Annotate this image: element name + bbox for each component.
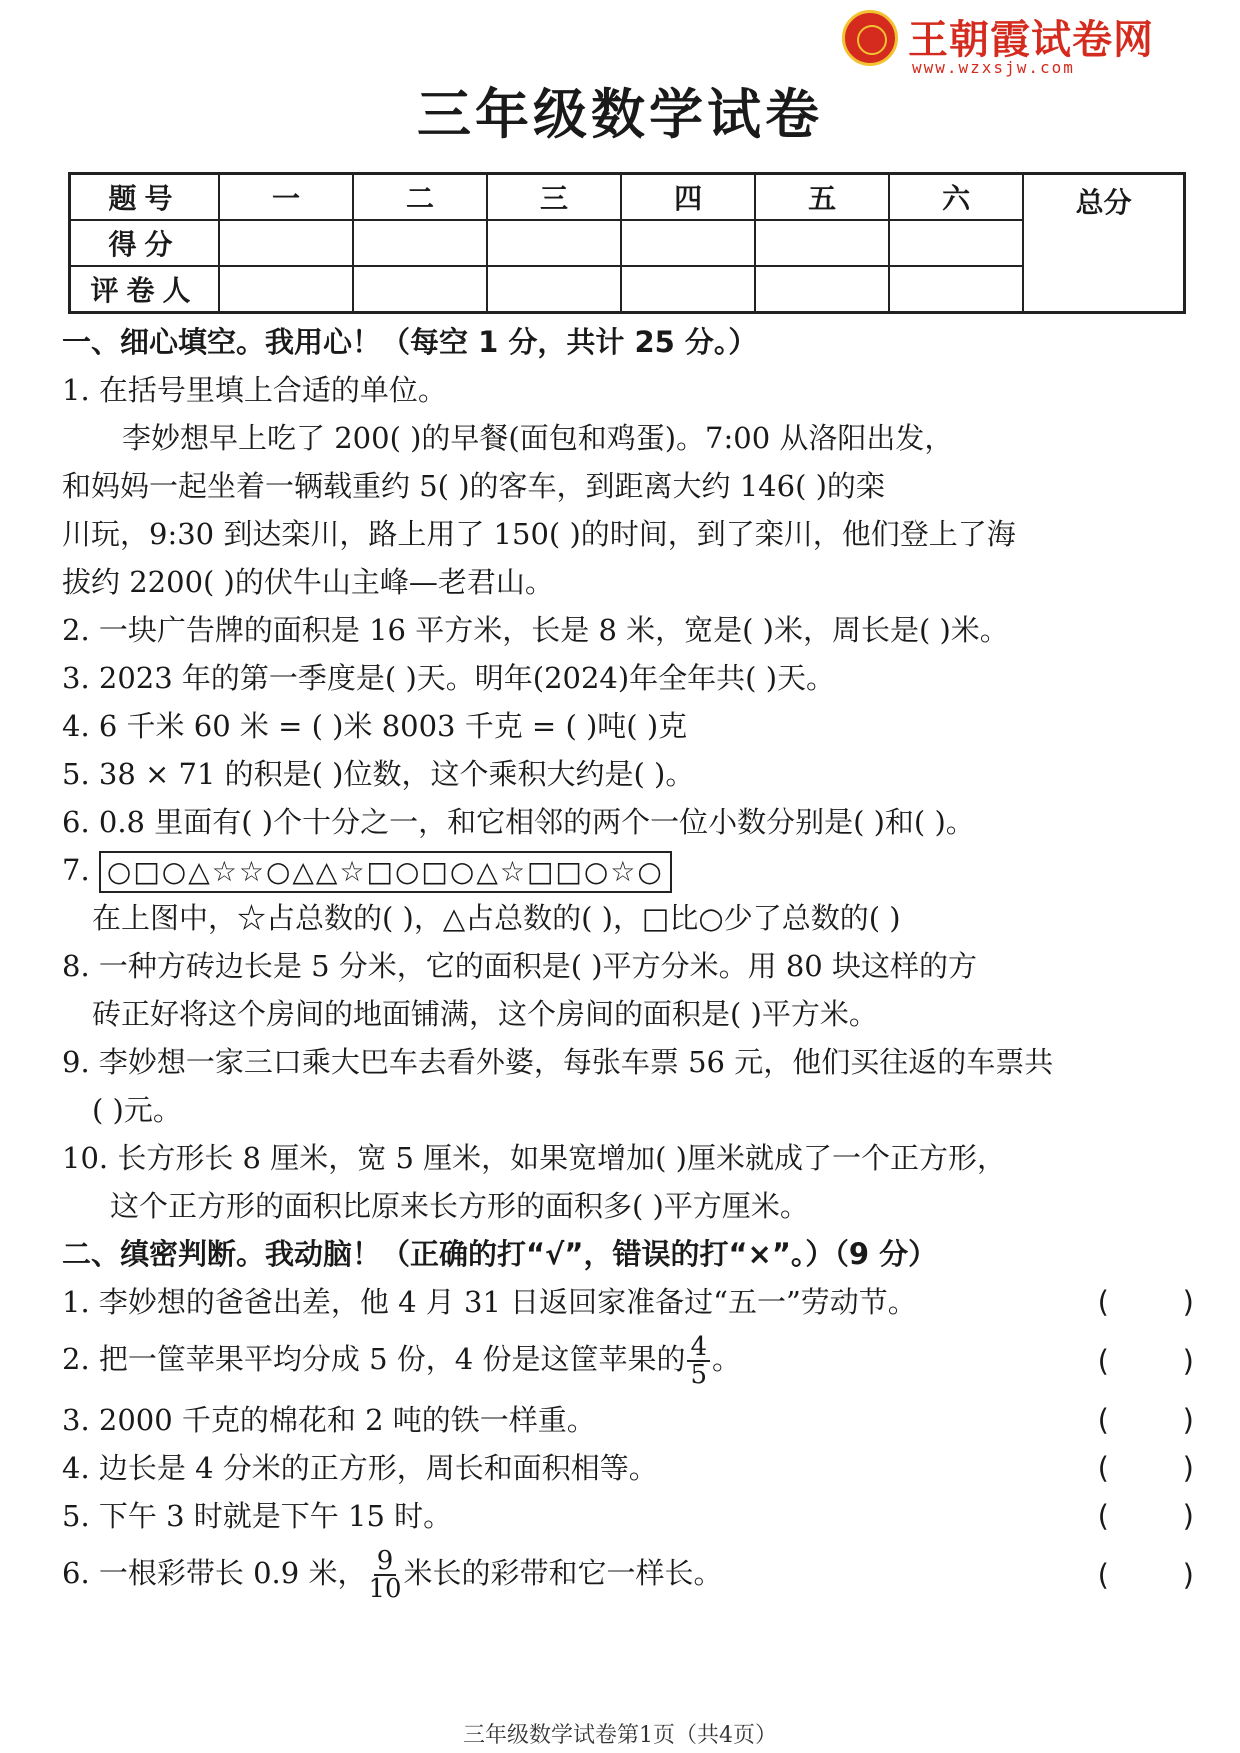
judge-text-wrap xyxy=(62,1548,723,1602)
fraction-denominator: 5 xyxy=(690,1360,707,1390)
brand-name: 王朝霞试卷网 xyxy=(908,17,1154,63)
score-cell[interactable] xyxy=(219,220,353,266)
column-5: 五 xyxy=(755,174,889,221)
judge-text: 2. 把一筐苹果平均分成 5 份，4 份是这筐苹果的 xyxy=(62,1342,686,1376)
answer-bracket[interactable]: ( ) xyxy=(1097,1451,1194,1485)
score-cell[interactable] xyxy=(487,220,621,266)
total-score-cell: 总分 xyxy=(1023,174,1184,313)
grader-cell[interactable] xyxy=(219,266,353,313)
score-table xyxy=(68,172,1186,314)
answer-bracket[interactable]: ( ) xyxy=(1097,1499,1194,1533)
fraction-9-10 xyxy=(368,1548,401,1602)
q9-line: 9. 李妙想一家三口乘大巴车去看外婆，每张车票 56 元，他们买往返的车票共 xyxy=(62,1045,1054,1079)
q8-line: 砖正好将这个房间的地面铺满，这个房间的面积是( )平方米。 xyxy=(92,997,878,1031)
column-6: 六 xyxy=(889,174,1023,221)
answer-bracket[interactable]: ( ) xyxy=(1097,1344,1194,1378)
grader-cell[interactable] xyxy=(755,266,889,313)
score-row-label: 得分 xyxy=(70,220,219,266)
judge-item xyxy=(62,1278,1202,1326)
fraction-denominator: 10 xyxy=(368,1574,402,1604)
judge-text-wrap xyxy=(62,1334,741,1388)
judge-text: 5. 下午 3 时就是下午 15 时。 xyxy=(62,1499,453,1533)
fraction-numerator: 9 xyxy=(374,1548,397,1576)
q7-number: 7. xyxy=(62,853,90,887)
q7-line xyxy=(62,846,1202,894)
score-cell[interactable] xyxy=(755,220,889,266)
q8-line: 8. 一种方砖边长是 5 分米，它的面积是( )平方分米。用 80 块这样的方 xyxy=(62,949,977,983)
q10-line: 这个正方形的面积比原来长方形的面积多( )平方厘米。 xyxy=(110,1189,809,1223)
grader-cell[interactable] xyxy=(487,266,621,313)
grader-row-label: 评卷人 xyxy=(70,266,219,313)
q1-text-line: 川玩，9:30 到达栾川，路上用了 150( )的时间，到了栾川，他们登上了海 xyxy=(62,517,1016,551)
score-cell[interactable] xyxy=(353,220,487,266)
q7-text: 在上图中，☆占总数的( )，△占总数的( )，□比○少了总数的( ) xyxy=(92,901,901,935)
seal-icon xyxy=(842,10,898,66)
q9-line: ( )元。 xyxy=(92,1093,182,1127)
judge-text: 6. 一根彩带长 0.9 米， xyxy=(62,1556,367,1590)
column-2: 二 xyxy=(353,174,487,221)
q6-line: 6. 0.8 里面有( )个十分之一，和它相邻的两个一位小数分别是( )和( )。 xyxy=(62,805,975,839)
column-3: 三 xyxy=(487,174,621,221)
judge-text: 4. 边长是 4 分米的正方形，周长和面积相等。 xyxy=(62,1451,658,1485)
header-label: 题号 xyxy=(70,174,219,221)
section-1-title: 一、细心填空。我用心！（每空 1 分，共计 25 分。） xyxy=(62,325,758,359)
section-2-title: 二、缜密判断。我动脑！（正确的打“√”，错误的打“×”。）（9 分） xyxy=(62,1237,938,1271)
judge-text: 3. 2000 千克的棉花和 2 吨的铁一样重。 xyxy=(62,1403,596,1437)
judge-text-suffix: 。 xyxy=(712,1342,742,1376)
judge-text-suffix: 米长的彩带和它一样长。 xyxy=(403,1556,723,1590)
q1-text-line: 李妙想早上吃了 200( )的早餐(面包和鸡蛋)。7:00 从洛阳出发， xyxy=(122,421,954,455)
answer-bracket[interactable]: ( ) xyxy=(1097,1403,1194,1437)
q2-line: 2. 一块广告牌的面积是 16 平方米，长是 8 米，宽是( )米，周长是( )米。 xyxy=(62,613,1009,647)
score-cell[interactable] xyxy=(621,220,755,266)
judge-item xyxy=(62,1326,1202,1396)
judge-item xyxy=(62,1396,1202,1444)
q1-text-line: 和妈妈一起坐着一辆载重约 5( )的客车，到距离大约 146( )的栾 xyxy=(62,469,885,503)
answer-bracket[interactable]: ( ) xyxy=(1097,1285,1194,1319)
judge-item xyxy=(62,1540,1202,1610)
q1-text-line: 拔约 2200( )的伏牛山主峰—老君山。 xyxy=(62,565,554,599)
grader-cell[interactable] xyxy=(621,266,755,313)
q3-line: 3. 2023 年的第一季度是( )天。明年(2024)年全年共( )天。 xyxy=(62,661,836,695)
judge-item xyxy=(62,1492,1202,1540)
score-cell[interactable] xyxy=(889,220,1023,266)
fraction-4-5 xyxy=(687,1334,710,1388)
q1-line: 1. 在括号里填上合适的单位。 xyxy=(62,373,447,407)
judge-item xyxy=(62,1444,1202,1492)
exam-content xyxy=(62,318,1202,1610)
q10-line: 10. 长方形长 8 厘米，宽 5 厘米，如果宽增加( )厘米就成了一个正方形， xyxy=(62,1141,1006,1175)
page-title: 三年级数学试卷 xyxy=(417,82,823,146)
q4-line: 4. 6 千米 60 米 = ( )米 8003 千克 = ( )吨( )克 xyxy=(62,709,688,743)
grader-cell[interactable] xyxy=(889,266,1023,313)
fraction-numerator: 4 xyxy=(687,1334,710,1362)
brand-logo xyxy=(842,8,1162,78)
column-1: 一 xyxy=(219,174,353,221)
column-4: 四 xyxy=(621,174,755,221)
shape-sequence-box: ○□○△☆☆○△△☆□○□○△☆□□○☆○ xyxy=(99,851,672,893)
answer-bracket[interactable]: ( ) xyxy=(1097,1558,1194,1592)
q5-line: 5. 38 × 71 的积是( )位数，这个乘积大约是( )。 xyxy=(62,757,695,791)
grader-cell[interactable] xyxy=(353,266,487,313)
brand-url: www.wzxsjw.com xyxy=(912,58,1075,77)
page-footer: 三年级数学试卷第1页（共4页） xyxy=(463,1723,777,1748)
judge-text: 1. 李妙想的爸爸出差，他 4 月 31 日返回家准备过“五一”劳动节。 xyxy=(62,1285,917,1319)
